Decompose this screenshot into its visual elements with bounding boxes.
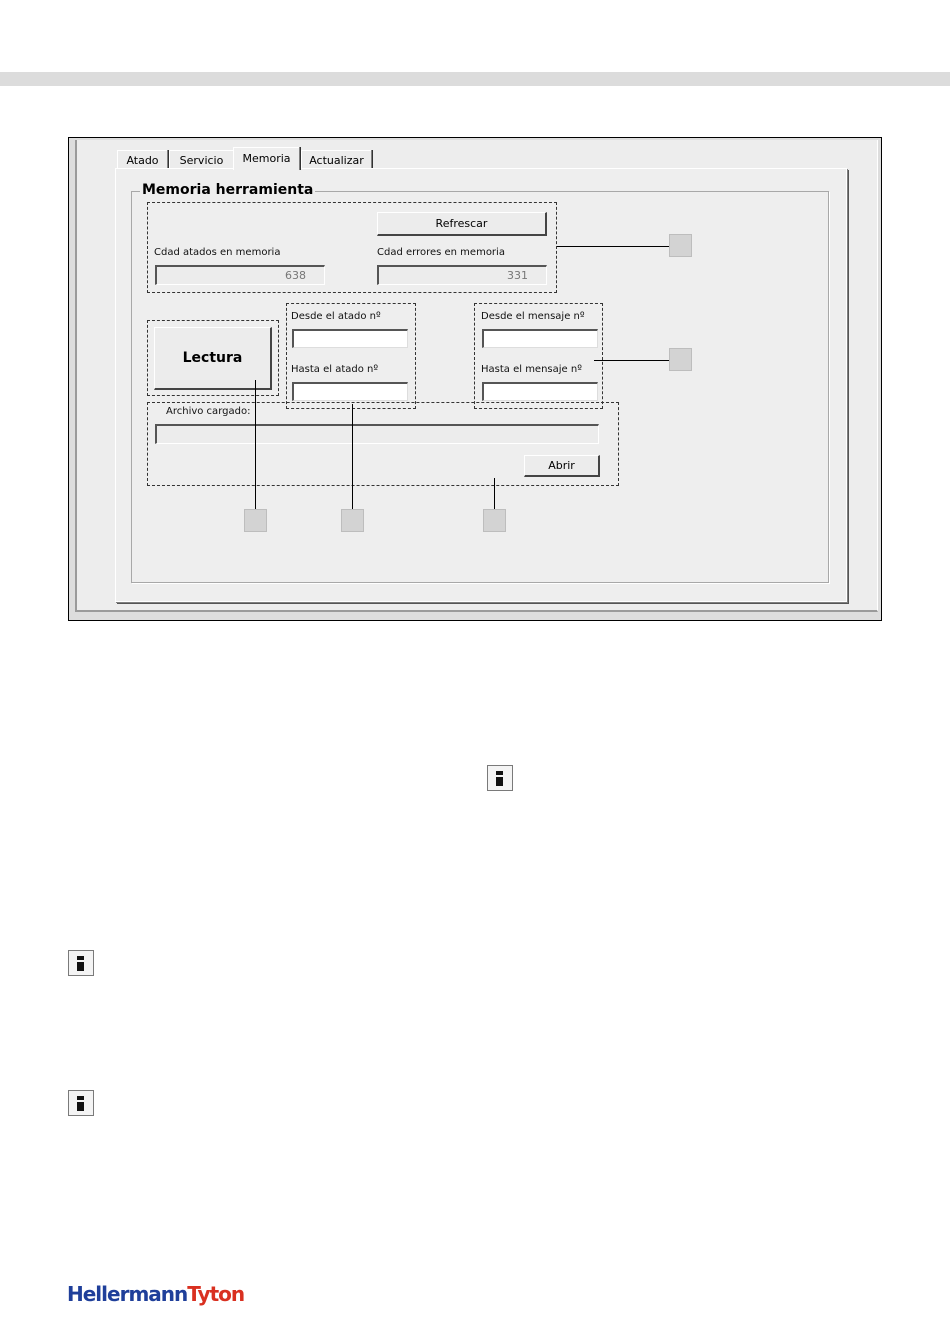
tab-atado[interactable]: Atado — [117, 150, 167, 170]
from-bundle-label: Desde el atado nº — [291, 311, 381, 322]
to-message-input[interactable] — [482, 382, 598, 401]
callout-line-counts — [557, 246, 669, 247]
tab-actualizar[interactable]: Actualizar — [301, 150, 371, 170]
callout-line-file — [494, 478, 495, 509]
read-button[interactable]: Lectura — [154, 327, 272, 390]
errors-count-label: Cdad errores en memoria — [377, 247, 505, 258]
group-title: Memoria herramienta — [142, 182, 314, 198]
brand-logo — [67, 1282, 244, 1306]
file-loaded-field — [155, 424, 599, 444]
to-message-label: Hasta el mensaje nº — [481, 364, 582, 375]
from-message-input[interactable] — [482, 329, 598, 348]
info-icon — [487, 765, 513, 791]
bundles-count-label: Cdad atados en memoria — [154, 247, 281, 258]
callout-line-read — [255, 380, 256, 509]
callout-counts — [669, 234, 692, 257]
callout-line-bundles — [352, 404, 353, 509]
to-bundle-label: Hasta el atado nº — [291, 364, 379, 375]
open-button[interactable]: Abrir — [524, 455, 600, 477]
from-message-label: Desde el mensaje nº — [481, 311, 585, 322]
logo-text-hellermann: Hellermann — [67, 1282, 188, 1306]
callout-messages — [669, 348, 692, 371]
to-bundle-input[interactable] — [292, 382, 408, 401]
info-icon — [68, 950, 94, 976]
tab-memoria[interactable]: Memoria — [233, 147, 299, 170]
errors-count-field: 331 — [377, 265, 547, 285]
callout-file — [483, 509, 506, 532]
tab-servicio[interactable]: Servicio — [169, 150, 233, 170]
callout-bundles — [341, 509, 364, 532]
bundles-count-field: 638 — [155, 265, 325, 285]
logo-text-tyton: Tyton — [187, 1282, 245, 1306]
from-bundle-input[interactable] — [292, 329, 408, 348]
file-loaded-label: Archivo cargado: — [166, 406, 251, 417]
callout-line-messages — [594, 360, 669, 361]
refresh-button[interactable]: Refrescar — [377, 212, 547, 236]
header-bar — [0, 72, 950, 86]
callout-read — [244, 509, 267, 532]
info-icon — [68, 1090, 94, 1116]
